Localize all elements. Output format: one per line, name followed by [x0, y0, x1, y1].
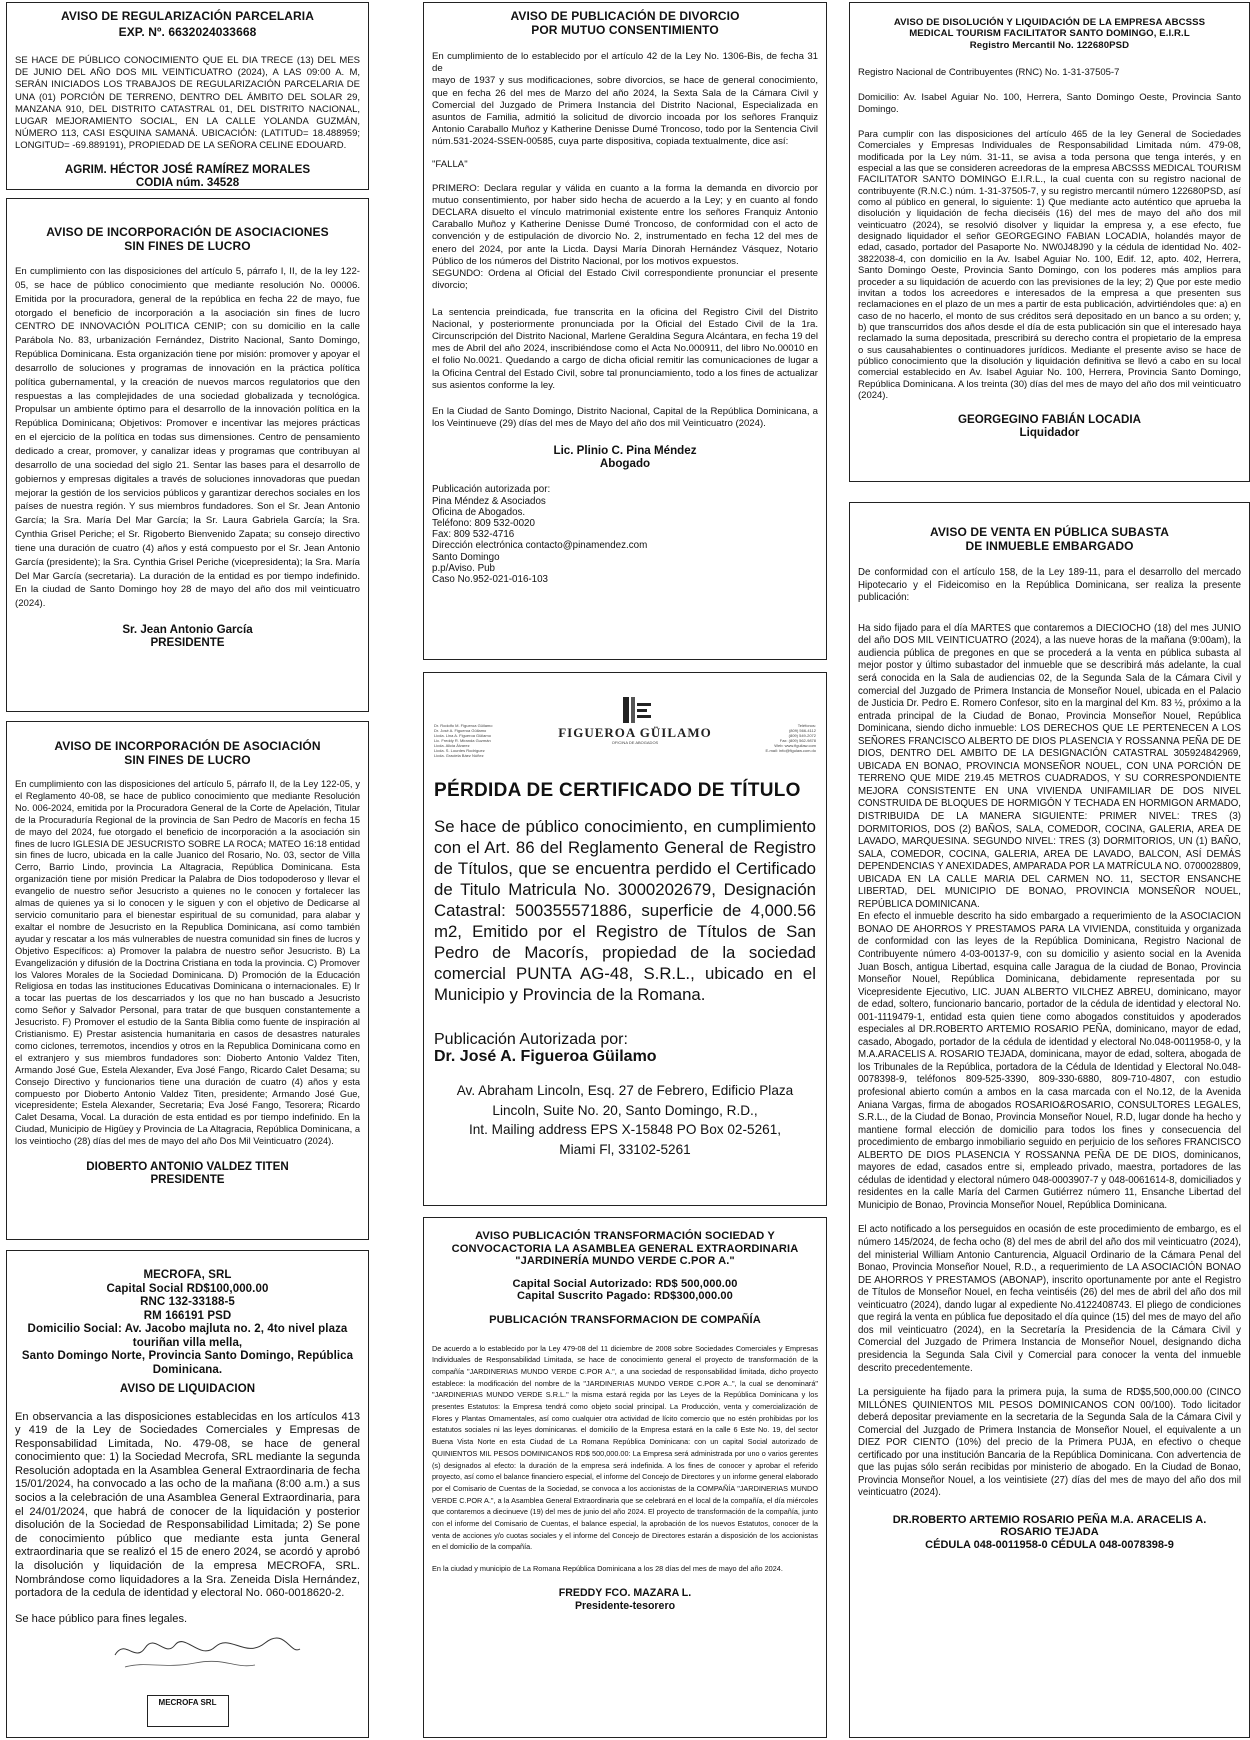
notice-jardineria — [423, 1217, 827, 1738]
notice-subasta — [849, 502, 1250, 1738]
notice-asociacion-2 — [6, 721, 369, 1240]
company-capital: Capital Social Autorizado: RD$ 500,000.00 Capital Suscrito Pagado: RD$300,000.00 — [512, 1277, 738, 1302]
notice-paragraph-3: PRIMERO: Declara regular y válida en cuanto a la forma la demanda en divorcio por mutuo consentimiento, por haber sido hecha de acuerdo a la Ley; y en cuanto al fondo DECLARA disuelto el vínculo matrimonial existente entre los señores Franquiz Antonio Caraballo Muñoz y Katherine Denisse Dumé Troncoso, de conformidad con el acto de convención y de estipulación de divorcio No. 2, instrumentado en fecha 12 del mes de enero del 2024, por ante la Licda. Daysi María Dinorah Hernández Vásquez, Notario Público de los números del Distrito Nacional, por los motivos expuestos. SEGUNDO: Ordena al Oficial del Estado Civil correspondiente pronunciar el presente divorcio; — [432, 182, 818, 292]
notice-signer: DIOBERTO ANTONIO VALDEZ TITEN PRESIDENTE — [86, 1160, 289, 1187]
notice-signer: GEORGEGINO FABIÁN LOCADIA Liquidador — [958, 413, 1141, 440]
letterhead — [434, 695, 816, 758]
notice-divorcio — [423, 2, 827, 660]
notice-title: AVISO PUBLICACIÓN TRANSFORMACIÓN SOCIEDAD Y CONVOCACTORIA LA ASAMBLEA GENERAL EXTRAORDINARIA "JARDINERÍA MUNDO VERDE C.POR A." — [451, 1230, 799, 1267]
notice-body: En cumplimiento con las disposiciones del artículo 5, párrafo II, de la Ley 122-05, y el Reglamento 40-08, se hace de publico conocimiento que mediante Resolución No. 006-2024, emitida por la Procuradora General de la Corte de Apelación, Titular de la Procuraduría Regional de la provincia de San Pedro de Macorís en fecha 15 de mayo del 2024, fue otorgado el beneficio de incorporación a la asociación sin fines de lucro IGLESIA DE JESUCRISTO SOBRE LA ROCA; MATEO 16:18 entidad sin fines de lucro, ubicada en la calle Juanico del Rosario, No. 03, sector de Villa Cerro, Barrio Lindo, provincia La Altagracia, República Dominicana. Esta organización tiene por misión Predicar la Palabra de Dios todopoderoso y llevar el evangelio de nuestro señor Jesucristo a quienes no le conocen y fortalecer las almas de quienes ya si lo conocen y le siguen y con el objetivo de Dedicarse al servicio comunitario para el bienestar espiritual de su comunidad, para alabar y exaltar el nombre de Jesucristo en la Republica Dominicana, así como también ayudar y rescatar a los más vulnerables de nuestra comunidad sin fines de lucros y Objetivo Específicos: a) Promover la palabra de nuestro señor Jesucristo. B) La Evangelización y difusión de la Doctrina Cristiana en toda la provincia. C) Promover los Valores Morales de la Sociedad Dominicana. D) Promoción de la Educación Religiosa en todas las instituciones Educativas Dominicana o internacionales. E) Ir a tocar las puertas de los descarriados y los que no han buscado a Jesucristo como Señor y Salvador Personal, para tratar de que busquen constantemente a Jesucristo. F) Promover el estudio de la Santa Biblia como fuente de inspiración al Cristianismo. E) Prestar asistencia humanitaria en casos de desastres naturales como ciclones, terremotos, incendios y otros en la Republica Dominicana como en el extranjero y sus miembros fundadores son: Dioberto Antonio Valdez Titen, Armando José Gue, Estela Alexander, Eva José Fango, Ricardo Calet Desama; su Consejo Directivo y funcionarios tiene una duración de cuatro (4) años y esta compuesto por Dioberto Antonio Valdez Titen, presidente; Armando José Gue, vicepresidente; Estela Alexander, Secretaria; Eva José Fango, Tesorera; Ricardo Calet Desama, Vocal. La duración de esta entidad es por tiempo indefinido. En la Ciudad, Municipio de Higüey y Provincia de La Altagracia, República Dominicana, a los veintiocho (28) días del mes de mayo del año Dos Mil Veinticuatro (2024). — [15, 779, 360, 1147]
notice-body: En observancia a las disposiciones establecidas en los artículos 413 y 419 de la Ley de Sociedades Comerciales y Empresas de Responsabilidad Limitada, No. 479-08, se hace de general conocimiento que: 1) la Sociedad Mecrofa, SRL mediante la segunda Resolución adoptada en la Asamblea General Extraordinaria de fecha 15/01/2024, ha convocado a las ocho de la mañana (8:00 a.m.) a sus socios a la celebración de una Asamblea General Extraordinaria, para el 24/01/2024, que habrá de conocer de la liquidación y posterior disolución de la Sociedad de Responsabilidad Limitada; 2) Se pone de conocimiento público que mediante esta junta General extraordinaria que se realizó el 15 de enero 2024, se acordó y aprobó la disolución y liquidación de la empresa MECROFA, SRL. Nombrándose como liquidadores a la Sra. Zeneida Disla Hernández, portadora de la cedula de identidad y electoral No. 060-0018620-2. — [15, 1410, 360, 1600]
handwritten-signature — [105, 1633, 305, 1673]
notice-closing: Se hace público para fines legales. — [15, 1612, 188, 1625]
notice-signer: AGRIM. HÉCTOR JOSÉ RAMÍREZ MORALES CODIA núm. 34528 — [64, 162, 311, 189]
notice-title: AVISO DE INCORPORACIÓN DE ASOCIACIÓN SIN FINES DE LUCRO — [54, 739, 321, 767]
firm-logo-icon — [615, 695, 655, 725]
company-header: MECROFA, SRL Capital Social RD$100,000.00 RNC 132-33188-5 RM 166191 PSD Domicilio Social: Av. Jacobo majluta no. 2, 4to nivel plaza touriñan villa mella, Santo Domingo Norte, Provincia Santo Domingo, República Dominicana. — [21, 1269, 354, 1376]
notice-subtitle: PUBLICACIÓN TRANSFORMACION DE COMPAÑÍA — [489, 1313, 761, 1326]
notice-signer: Lic. Plinio C. Pina Méndez Abogado — [553, 444, 697, 471]
notice-paragraph-2: Ha sido fijado para el día MARTES que contaremos a DIECIOCHO (18) del mes JUNIO del año DOS MIL VEINTICUATRO (2024), a las nueve horas de la mañana (9:00am), la audiencia pública de pregones en que se procederá a la venta en pública subasta al mejor postor y último subastador del inmueble que se describirá más adelante, la cual será conocida en la Sala de audiencias 02, de la Segunda Sala de la Cámara Civil y comercial del Juzgado de Primera Instancia de Monseñor Nouel, ubicada en el Palacio de Justicia Dr. Pedro E. Romero Confesor, sito en la marginal del Km. 83 ½, próximo a la entrada principal de la Ciudad de Bonao, Provincia Monseñor Nouel, República Dominicana, siendo dicho inmueble: LOS DERECHOS QUE LE PERTENECEN A LOS SEÑORES FRANCISCO ALBERTO DE DIOS PLASENCIA Y ROSSANNA PEÑA DE DE DIOS, DENTRO DEL AMBITO DE LA DESIGNACIÓN CATASTRAL 305924842969, UBICADA EN BONAO, PROVINCIA MONSEÑOR NOUEL, CON UNA PORCIÓN DE TERRENO QUE MIDE 219.45 METROS CUADRADOS, Y SU CORRESPONDIENTE MEJORA CONSISTENTE EN UNA VIVIENDA UNIFAMILIAR DE DOS NIVEL CONSTRUIDA DE BLOQUES DE HORMIGÓN Y TECHADA EN HORMIGON ARMADO, DISTRIBUIDA DE LA MANERA SIGUIENTE: PRIMER NIVEL: TRES (3) DORMITORIOS, DOS (2) BAÑOS, SALA, COMEDOR, COCINA, GALERIA, AREA DE LAVADO, MARQUESINA. SEGUNDO NIVEL: TRES (3) DORMITORIOS, UN (1) BAÑO, SALA, COMEDOR, COCINA, GALERIA, AREA DE LAVADO, BALCON, ASÍ DEMÁS DEPENDENCIAS Y ANEXIDADES, AMPARADA POR LA MATRÍCULA NO. 0700028809, UBICADA EN LA CALLE MARIA DEL CARMEN NO. 11, SECTOR ENSANCHE LIBERTAD, DEL MUNICIPIO DE BONAO, PROVINCIA MONSEÑOR NOUEL, REPÚBLICA DOMINICANA. En efecto el inmueble descrito ha sido embargado a requerimiento de la ASOCIACION BONAO DE AHORROS Y PRESTAMOS PARA LA VIVIENDA, constituida y organizada de conformidad con las leyes de la República Dominicana, Registro Nacional de Contribuyente número 4-03-00137-9, con su domicilio y asiento social en la Avenida Juan Bosch, antigua Libertad, esquina calle Jaragua de la ciudad de Bonao, Provincia Monseñor Nouel, República Dominicana, debidamente representada por su Vicepresidente Ejecutivo, LIC. JUAN ALBERTO VILCHEZ ABREU, dominicano, mayor de edad, soltero, funcionario bancario, portador de la cédula de identidad y electoral No. 001-1119479-1, entidad esta quien tiene como abogados constituidos y apoderados especiales al DR.ROBERTO ARTEMIO ROSARIO PEÑA, dominicano, mayor de edad, casado, Abogado, portador de la cédula de identidad y electoral No.048-0011958-0, y la M.A.ARACELIS A. ROSARIO TEJADA, dominicana, mayor de edad, soltera, abogada de los Tribunales de la República, portadora de la Cédula de Identidad y Electoral No.048-0078398-9, teléfonos 809-525-3390, 809-330-6880, 809-710-4807, con estudio profesional abierto común a ambos en la casa marcada con el No.12, de la Avenida Aniana Vargas, firma de abogados ROSARIO&ROSARIO, CONSULTORES LEGALES, S.R.L., de la Ciudad de Bonao, Provincia Monseñor Nouel, R.D, lugar donde ha hecho y mantiene formal elección de domicilio para todos los fines y consecuencia del procedimiento de embargo inmobiliario seguido en perjuicio de los señores FRANCISCO ALBERTO DE DIOS PLASENCIA Y ROSSANNA PEÑA DE DE DIOS, dominicanos, mayores de edad, casados entre si, empleado privado, maestra, portadores de las cédulas de identidad y electoral número 048-0003907-7 y 048-0061614-8, domiciliados y residentes en la calle María del Carmen Gutiérrez número 11, Ensanche Libertad del Municipio de Bonao, Provincia Monseñor Nouel, República Dominicana. — [858, 622, 1241, 1211]
notice-regularizacion — [6, 2, 369, 190]
letterhead-attorneys: Dr. Rodolfo M. Figueroa Güilamo Dr. José A. Figueroa Güilamo Licda. Lina A. Figueroa Güilamo Lic. Freddy R. Miranda Guzmán Licda. Alicia Álvarez Licda. S. Lourdes Rodríguez Licda. Graciela Báez Núñez — [434, 723, 493, 758]
firm-address: Av. Abraham Lincoln, Esq. 27 de Febrero, Edificio Plaza Lincoln, Suite No. 20, Santo Domingo, R.D., Int. Mailing address EPS X-15848 PO Box 02-5261, Miami Fl, 33102-5261 — [456, 1083, 794, 1157]
notice-paragraph-3: El acto notificado a los perseguidos en ocasión de este procedimiento de embargo, es el número 145/2024, de fecha ocho (8) del mes de abril del año dos mil veinticuatro (2024), del ministerial William Antonio Canturencia, Alguacil Ordinario de la Cámara Penal del Bonao, Provincia Monseñor Nouel, R.D., a requerimiento de LA ASOCIACIÓN BONAO DE AHORROS Y PRESTAMOS (ABONAP), inscrito oportunamente por ante el Registro de Títulos de Monseñor Nouel, en fecha veintiséis (26) del mes de abril del año dos mil veinticuatro (2024), dando lugar al expediente No.4122408743. El pliego de condiciones que regirá la venta en pública fue depositado el día quince (15) del mes de mayo del año dos mil veinticuatro (2024), en la Secretaría la Presidencia de la Cámara Civil y Comercial del Juzgado de Primera Instancia de Monseñor Nouel, designando dicha presidencia la Segunda Sala Civil y Comercial para conocer la venta del inmueble descrito precedentemente. — [858, 1224, 1241, 1374]
notice-closing: En la ciudad y municipio de La Romana República Dominicana a los 28 días del mes de mayo del año 2024. — [432, 1564, 783, 1574]
notice-asociacion-1 — [6, 198, 369, 712]
notice-paragraph-4: La sentencia preindicada, fue transcrita en la oficina del Registro Civil del Distrito Nacional, y posteriormente pronunciada por la Oficial del Estado Civil de la 1ra. Circunscripción del Distrito Nacional, Marlene Geraldina Segura Alcántara, en fecha 19 del mes de Abril del año 2024, inscribiéndose como el Acta No.000911, del libro No.00010 en el folio No.0021. Quedando a cargo de dicha oficial remitir las comunicaciones de lugar a la Oficina Central del Estado Civil, sobre tal pronunciamiento, todo a los fines de actualizar sus asientos conforme la ley. — [432, 306, 818, 391]
notice-body: De acuerdo a lo establecido por la Ley 479-08 del 11 diciembre de 2008 sobre Sociedades Comerciales y Empresas Individuales de Responsabilidad Limitada, se hace de conocimiento general el proyecto de transformación de la compañía "JARDINERIAS MUNDO VERDE C.POR A.", a una sociedad de responsabilidad limitada, dicho proyecto establece: la modificación del nombre de la "JARDINERIAS MUNDO VERDE C.POR A..", la cual se denominará" "JARDINERIAS MUNDO VERDE S.R.L." la misma estará regida por las Leyes de la República Dominicana y los presentes Estatutos: la Empresa tendrá como objeto social principal. La Producción, venta y comercialización de Flores y Plantas Ornamentales, así como cualquier otra actividad de lícito comercio que no estén prohibidas por los estatutos sociales ni las leyes dominicanas. el domicilio de la Empresa estará en la calle 6 Este No. 19, del sector Buena Vista Norte en esta Ciudad de La Romana República Dominicana: con un capital Social autorizado de QUINIENTOS MIL PESOS DOMINICANOS RD$ 500,000.00: La Empresa será administrada por uno o varios gerentes (s) designados al efecto: la duración de la empresa será indefinida. A los fines de conocer y aprobar el referido proyecto, así como el balance financiero especial, el informe del Concejo de Directores y un informe general elaborado por el Comisario de Cuentas de la Sociedad, se convoca a los accionistas de la COMPAÑÍA "JARDINERIAS MUNDO VERDE C.POR A.", a la Asamblea General Extraordinaria que se celebrará en el local de la compañía, el día miércoles que contaremos a diecinueve (19) del mes de junio del año 2024. El proyecto de transformación de la compañía, junto con el informe del Comisario de Cuentas, el balance especial, la aprobación de los nuevos Estatutos, conocer de la venta de acciones y/o cuotas sociales y el informe del Concejo de Directores estarán a disposición de los accionistas en el domicilio de la compañía. — [432, 1343, 818, 1552]
notice-title: AVISO DE PUBLICACIÓN DE DIVORCIO POR MUTUO CONSENTIMIENTO — [510, 9, 740, 37]
firm-logo — [524, 695, 746, 745]
notice-title: PÉRDIDA DE CERTIFICADO DE TÍTULO — [434, 780, 801, 801]
notice-body: En cumplimiento con las disposiciones del artículo 5, párrafo I, II, de la ley 122-05, se hace de público conocimiento que mediante resolución No. 00006. Emitida por la procuradora, general de la república en fecha 22 de mayo, fue otorgado el beneficio de incorporación a la asociación sin fines de lucro CENTRO DE INNOVACIÓN POLITICA CENIP; con su domicilio en la calle Parábola No. 83, urbanización Fernández, Distrito Nacional, Santo Domingo, República Dominicana. Esta organización tiene por misión: promover y apoyar el desarrollo de soluciones y programas de innovación en la práctica política política gubernamental, y la creación de nuevos marcos regulatorios que den respuestas a las complejidades de una sociedad globalizada y tecnológica. Propulsar un ambiente óptimo para el desarrollo de la innovación política en la República Dominicana; Objetivos: Promover e incentivar las mejores prácticas en el ejercicio de la política en todas sus dimensiones. Centro de pensamiento dedicado a crear, promover, y canalizar ideas y programas que contribuyan al desarrollo de una sociedad del siglo 21. Sentar las bases para el desarrollo de gobiernos y empresas digitales a través de soluciones innovadoras que puedan mejorar la gestión de los servicios públicos y garantizar derechos sociales en los países de nuestra región. Y sus miembros fundadores. Son el Sr. Jean Antonio García; la Sra. María Del Mar García; la Sr. Laura Gabriela García; la Sra. Cynthia Grisel Periche; el Sr. Rigoberto Bienvenido Zapata; su consejo directivo tiene una duración de cuatro (4) años y está compuesto por el Sr. Jean Antonio García (presidente); la Sra. Cynthia Grisel Periche (vicepresidenta); la Sra. María Del Mar García (secretaria). La duración de la entidad es por tiempo indefinido. En la ciudad de Santo Domingo hoy 28 de mayo del año dos mil veinticuatro (2024). — [15, 266, 360, 610]
notice-signer: Sr. Jean Antonio García PRESIDENTE — [122, 623, 253, 650]
notice-title: AVISO DE LIQUIDACION — [119, 1383, 256, 1395]
notice-subtitle: EXP. Nº. 6632024033668 — [118, 25, 257, 39]
notice-title: AVISO DE DISOLUCIÓN Y LIQUIDACIÓN DE LA EMPRESA ABCSSS MEDICAL TOURISM FACILITATOR SANTO DOMINGO, E.I.R.L Registro Mercantil No. 122680PSD — [893, 17, 1206, 51]
letterhead-contact: Teléfonos: (809) 566-4112 (809) 549-2072 Fax: (809) 562-9878 Web: www.figuilaw.com E-mail: info@figulaw.com.do — [765, 723, 816, 753]
notice-disolucion — [849, 2, 1250, 482]
notice-rnc: Registro Nacional de Contribuyentes (RNC) No. 1-31-37505-7 — [858, 66, 1120, 78]
notice-paragraph-2: "FALLA" — [432, 158, 468, 170]
notice-title: AVISO DE REGULARIZACIÓN PARCELARIA — [61, 9, 314, 23]
firm-logo-name: FIGUEROA GÜILAMO — [558, 725, 712, 740]
notice-body: SE HACE DE PÚBLICO CONOCIMIENTO QUE EL DIA TRECE (13) DEL MES DE JUNIO DEL AÑO DOS MIL VEINTICUATRO (2024), A LAS 09:00 A. M, SERÁN INICIADOS LOS TRABAJOS DE REGULARIZACIÓN PARCELARIA DE UNA (01) PORCIÓN DE TERRENO, DENTRO DEL ÁMBITO DEL SOLAR 29, MANZANA 910, DEL DISTRITO CATASTRAL 01, DEL DISTRITO NACIONAL, LUGAR MEJORAMIENTO SOCIAL, EN LA CALLE YOLANDA GUZMÁN, NÚMERO 113, CASI ESQUINA SAMANÁ. UBICACIÓN: (LATITUD= 18.488959; LONGITUD= -69.889191), PROPIEDAD DE LA SEÑORA CELINE EDOUARD. — [15, 55, 360, 152]
notice-paragraph-5: En la Ciudad de Santo Domingo, Distrito Nacional, Capital de la República Dominicana, a los Veintinueve (29) días del mes de Mayo del año dos mil Veinticuatro (2024). — [432, 405, 818, 430]
company-stamp: MECROFA SRL — [147, 1695, 229, 1727]
firm-logo-sub: OFICINA DE ABOGADOS — [611, 740, 659, 745]
notice-body: Se hace de público conocimiento, en cumplimiento con el Art. 86 del Reglamento General de Registro de Títulos, que se encuentra perdido el Certificado de Titulo Matricula No. 3000202679, Designación Catastral: 500355571886, superficie de 4,000.56 m2, Emitido por el Registro de Títulos de San Pedro de Macorís, propiedad de la sociedad comercial PUNTA AG-48, S.R.L., ubicado en el Municipio y Provincia de la Romana. — [434, 817, 816, 1004]
notice-paragraph-1: En cumplimiento de lo establecido por el artículo 42 de la Ley No. 1306-Bis, de fecha 31 de mayo de 1937 y sus modificaciones, sobre divorcios, se hace de general conocimiento, que en fecha 26 del mes de Marzo del año 2024, la Sexta Sala de la Cámara Civil y Comercial del Juzgado de Primera Instancia del Distrito Nacional, Especializada en asuntos de Familia, admitió la solicitud de divorcio incoada por los señores Franquiz Antonio Caraballo Muñoz y Katherine Denisse Dumé Troncoso, todo por la Sentencia Civil núm.531-2024-SSEN-00585, cuya parte dispositiva, copiada textualmente, dice así: — [432, 51, 818, 148]
notice-figueroa — [423, 672, 827, 1206]
publication-info: Publicación autorizada por: Pina Méndez & Asociados Oficina de Abogados. Teléfono: 809 532-0020 Fax: 809 532-4716 Dirección electrónica contacto@pinamendez.com Santo Domingo p.p/Aviso. Pub Caso No.952-021-016-103 — [432, 484, 648, 585]
notice-signer: FREDDY FCO. MAZARA L. Presidente-tesorero — [558, 1586, 692, 1612]
notice-domicilio: Domicilio: Av. Isabel Aguiar No. 100, Herrera, Santo Domingo Oeste, Provincia Santo Domingo. — [858, 91, 1241, 115]
notice-title: AVISO DE INCORPORACIÓN DE ASOCIACIONES SIN FINES DE LUCRO — [46, 225, 329, 253]
publication-label: Publicación Autorizada por: — [434, 1031, 628, 1048]
notice-paragraph-1: De conformidad con el artículo 158, de la Ley 189-11, para el desarrollo del mercado Hipotecario y el Fideicomiso en la República Dominicana, ser realiza la presente publicación: — [858, 567, 1241, 604]
notice-signer: DR.ROBERTO ARTEMIO ROSARIO PEÑA M.A. ARACELIS A. ROSARIO TEJADA CÉDULA 048-0011958-0 CÉDULA 048-0078398-9 — [892, 1513, 1207, 1551]
notice-title: AVISO DE VENTA EN PÚBLICA SUBASTA DE INMUEBLE EMBARGADO — [929, 525, 1170, 553]
notice-paragraph-4: La persiguiente ha fijado para la primera puja, la suma de RD$5,500,000.00 (CINCO MILLÓNES QUINIENTOS MIL PESOS DOMINICANOS CON 00/100). Todo licitador deberá depositar previamente en la secretaria de la Segunda Sala de la Cámara Civil y Comercial del Juzgado de Primera Instancia de Monseñor Nouel, el equivalente a un DIEZ POR CIENTO (10%) del precio de la Primera PUJA, en efectivo o cheque certificado por una institución Bancaria de la República Dominicana. Con advertencia de que las pujas sólo serán recibidas por ministerio de abogado. En la Ciudad de Bonao, Provincia Monseñor Nouel, a los veintisiete (27) días del mes de mayo del año dos mil veinticuatro (2024). — [858, 1387, 1241, 1499]
notice-body: Para cumplir con las disposiciones del artículo 465 de la ley General de Sociedades Comerciales y Empresas Individuales de Responsabilidad Limitada núm. 479-08, modificada por la Ley núm. 31-11, se avisa a toda persona que tenga interés, y en especial a las que se consideren acreedoras de la empresa ABCSSS MEDICAL TOURISM FACILITATOR SANTO DOMINGO E.I.R.L., la cual cuenta con su registro nacional de contribuyente (R.N.C.) núm. 1-31-37505-7, y su registro mercantil número 122680PSD, así como al público en general, lo siguiente: 1) Que mediante acto auténtico que aprueba la disolución y liquidación de fecha dieciséis (16) del mes de mayo del año dos mil veinticuatro (2024), se resolvió disolver y liquidar la empresa y, a ese efecto, fue designado liquidador el señor GEORGEGINO FABIAN LOCADIA, holandés mayor de edad, casado, portador del Pasaporte No. NW0J48J90 y la cédula de identidad No. 402-3822038-4, con domicilio en la Av. Isabel Aguiar No. 100, Edif. 12, apto. 402, Herrera, Santo Domingo Oeste, Provincia Santo Domingo, con los poderes más amplios para proceder a su liquidación de acuerdo con las previsiones de la ley; 2) Que por este medio invitan a todos los acreedores e interesados de la empresa a que presenten sus reclamaciones en el plazo de un mes a partir de esta publicación, advirtiéndoles que: a) en caso de no hacerlo, el monto de sus créditos será depositado en un banco a su orden; y, b) que transcurridos dos años desde el día de esta publicación sin que el interesado haya reclamado la suma depositada, prescribirá su derecho contra el propietario de la empresa o sus causahabientes o continuadores jurídicos. Mediante el presente aviso se hace de público conocimiento que la disolución y liquidación definitiva se llevó a cabo en su local comercial establecido en Av. Isabel Aguiar No. 100, Herrera, Provincia Santo Domingo, República Dominicana. A los treinta (30) días del mes de mayo del año dos mil veinticuatro (2024). — [858, 129, 1241, 401]
notice-mecrofa — [6, 1250, 369, 1738]
publication-lawyer: Dr. José A. Figueroa Güilamo — [434, 1048, 657, 1065]
